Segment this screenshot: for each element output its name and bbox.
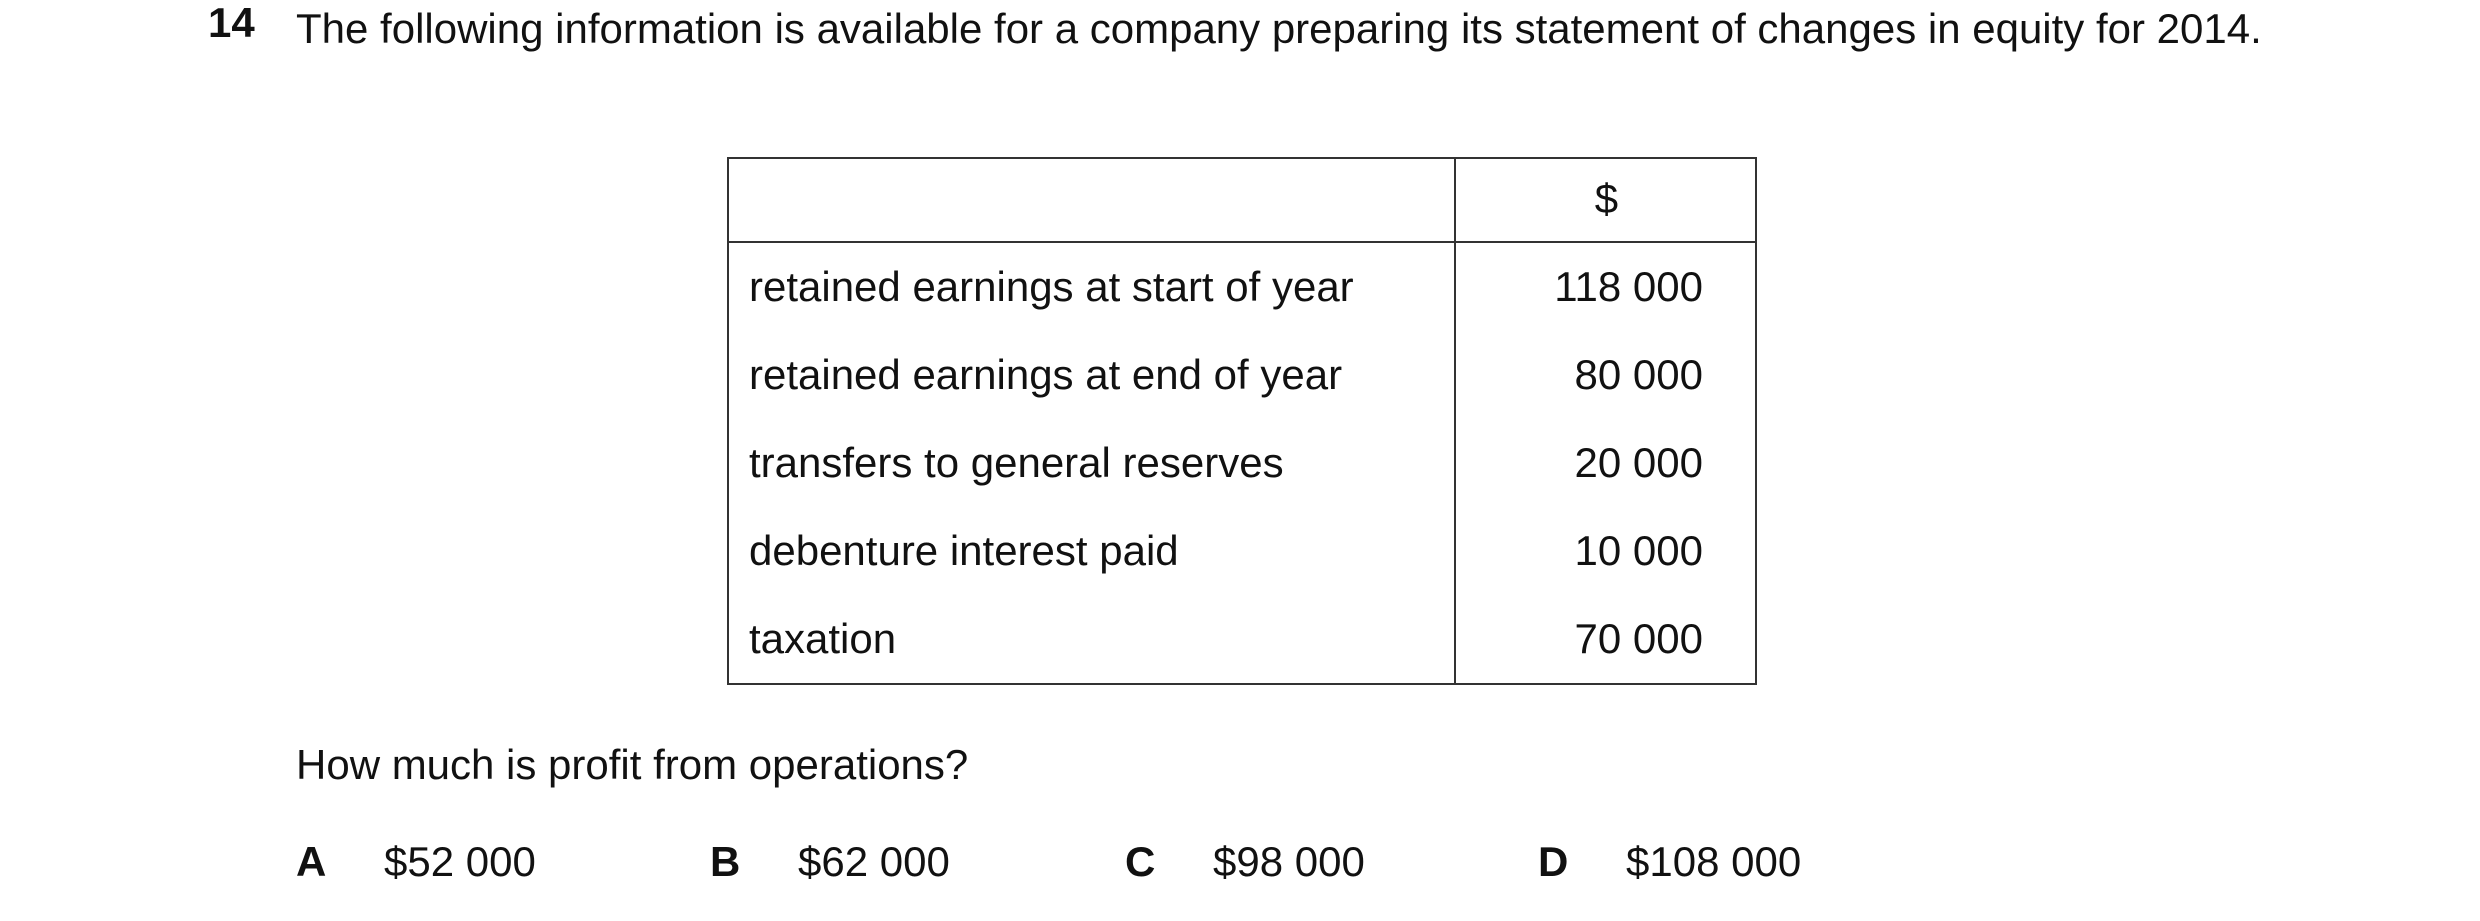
row-label: taxation (727, 595, 1455, 683)
row-value: 70 000 (1574, 615, 1703, 662)
row-label: retained earnings at start of year (727, 242, 1455, 331)
row-label: retained earnings at end of year (727, 331, 1455, 419)
row-label: debenture interest paid (727, 507, 1455, 595)
option-b[interactable] (710, 835, 950, 889)
question-number: 14 (208, 0, 255, 46)
row-value: 10 000 (1574, 527, 1703, 574)
option-value: $62 000 (798, 838, 950, 885)
question-stem: The following information is available for a company preparing its statement of changes in equity for 2014. (296, 5, 2262, 52)
question-prompt: How much is profit from operations? (296, 741, 969, 788)
option-value: $52 000 (384, 838, 536, 885)
option-d[interactable] (1538, 835, 1801, 889)
option-a[interactable] (296, 835, 536, 889)
table-row (727, 507, 1757, 595)
option-letter: A (296, 838, 327, 885)
table-row (727, 331, 1757, 419)
row-label: transfers to general reserves (727, 419, 1455, 507)
table-header-blank-cell (727, 157, 1455, 242)
table-row (727, 595, 1757, 683)
option-value: $98 000 (1213, 838, 1365, 885)
option-letter: C (1125, 838, 1156, 885)
table-header-row (727, 157, 1757, 242)
option-letter: B (710, 838, 741, 885)
option-value: $108 000 (1626, 838, 1802, 885)
table-row (727, 419, 1757, 507)
row-value: 118 000 (1554, 263, 1703, 310)
option-letter: D (1538, 838, 1569, 885)
row-value: 80 000 (1574, 351, 1703, 398)
option-c[interactable] (1125, 835, 1365, 889)
row-value: 20 000 (1574, 439, 1703, 486)
equity-data-table (727, 157, 1757, 683)
table-currency-header: $ (1455, 157, 1757, 242)
table-row (727, 242, 1757, 331)
